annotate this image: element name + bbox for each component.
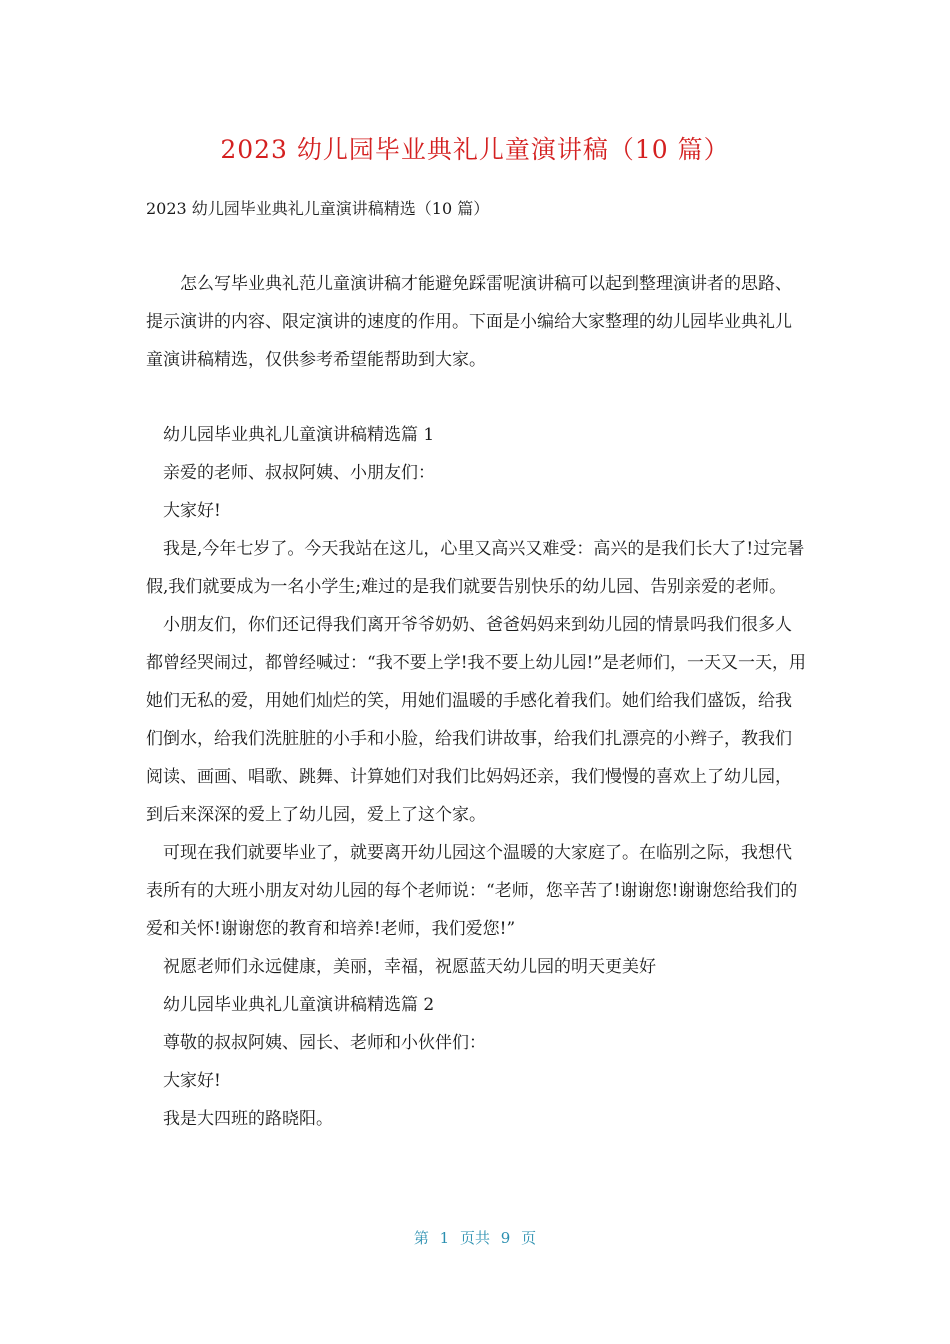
body-paragraph: 我是,今年七岁了。今天我站在这儿，心里又高兴又难受：高兴的是我们长大了!过完暑假,我们就要成为一名小学生;难过的是我们就要告别快乐的幼儿园、告别亲爱的老师。 [146,539,805,597]
greeting: 大家好! [163,1071,221,1091]
salutation: 尊敬的叔叔阿姨、园长、老师和小伙伴们： [163,1033,486,1053]
intro-paragraph: 怎么写毕业典礼范儿童演讲稿才能避免踩雷呢演讲稿可以起到整理演讲者的思路、提示演讲的内容、限定演讲的速度的作用。下面是小编给大家整理的幼儿园毕业典礼儿童演讲稿精选，仅供参考希望能帮助到大家。 [146,274,792,370]
document-title: 2023 幼儿园毕业典礼儿童演讲稿（10 篇） [220,135,730,164]
body-paragraph: 祝愿老师们永远健康，美丽，幸福，祝愿蓝天幼儿园的明天更美好 [163,957,656,977]
body-paragraph: 可现在我们就要毕业了，就要离开幼儿园这个温暖的大家庭了。在临别之际，我想代表所有的大班小朋友对幼儿园的每个老师说：“老师，您辛苦了!谢谢您!谢谢您给我们的爱和关怀!谢谢您的教育和培养!老师，我们爱您!” [146,843,798,939]
document-subtitle: 2023 幼儿园毕业典礼儿童演讲稿精选（10 篇） [146,199,490,218]
section-heading: 幼儿园毕业典礼儿童演讲稿精选篇 1 [163,425,435,445]
greeting: 大家好! [163,501,221,521]
body-paragraph: 我是大四班的路晓阳。 [163,1109,333,1129]
section-heading: 幼儿园毕业典礼儿童演讲稿精选篇 2 [163,995,435,1015]
body-paragraph: 小朋友们，你们还记得我们离开爷爷奶奶、爸爸妈妈来到幼儿园的情景吗我们很多人都曾经哭闹过，都曾经喊过：“我不要上学!我不要上幼儿园!”是老师们，一天又一天，用她们无私的爱，用她们灿烂的笑，用她们温暖的手感化着我们。她们给我们盛饭，给我们倒水，给我们洗脏脏的小手和小脸，给我们讲故事，给我们扎漂亮的小辫子，教我们阅读、画画、唱歌、跳舞、计算她们对我们比妈妈还亲，我们慢慢的喜欢上了幼儿园，到后来深深的爱上了幼儿园，爱上了这个家。 [146,615,807,825]
page-number: 第 1 页共 9 页 [413,1229,537,1247]
salutation: 亲爱的老师、叔叔阿姨、小朋友们： [163,463,435,483]
document-body [146,416,808,1138]
